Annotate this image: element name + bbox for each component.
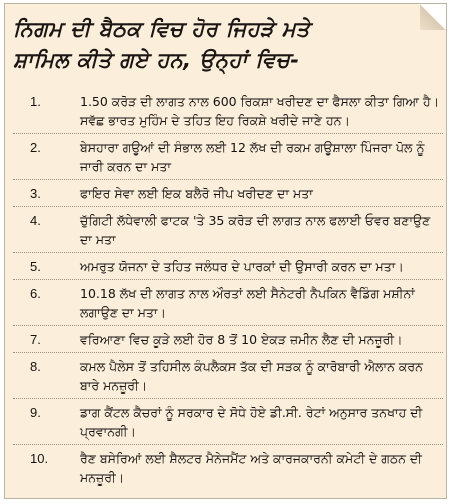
item-number: 6.	[30, 286, 41, 301]
divider	[13, 352, 443, 353]
list-item	[13, 403, 443, 441]
item-text: ਅਮਰੁਤ ਯੋਜਨਾ ਦੇ ਤਹਿਤ ਜਲੰਧਰ ਦੇ ਪਾਰਕਾਂ ਦੀ ਉਸਾਰੀ ਕਰਨ ਦਾ ਮਤਾ।	[80, 259, 404, 274]
folded-corner	[420, 4, 446, 30]
divider	[13, 133, 443, 134]
list-item	[13, 184, 443, 203]
divider	[13, 252, 443, 253]
item-number: 7.	[30, 332, 41, 347]
divider	[13, 398, 443, 399]
item-text: ਡਾਗ ਕੈਂਟਲ ਕੈਚਰਾਂ ਨੂੰ ਸਰਕਾਰ ਦੇ ਸੋਧੇ ਹੋਏ ਡੀ.ਸੀ. ਰੇਟਾਂ ਅਨੁਸਾਰ ਤਨਖਾਹ ਦੀ ਪ੍ਰਵਾਨਗੀ।	[80, 405, 423, 439]
item-text: ਬੇਸਹਾਰਾ ਗਊਆਂ ਦੀ ਸੰਭਾਲ ਲਈ 12 ਲੱਖ ਦੀ ਰਕਮ ਗਊਸ਼ਾਲਾ ਪਿੰਜਰਾ ਪੋਲ ਨੂੰ ਜਾਰੀ ਕਰਨ ਦਾ ਮਤਾ	[80, 140, 425, 174]
item-number: 5.	[30, 259, 41, 274]
headline	[13, 14, 418, 76]
list-item	[13, 92, 443, 130]
list-item	[13, 330, 443, 349]
item-number: 9.	[30, 405, 41, 420]
item-number: 2.	[30, 140, 41, 155]
divider	[13, 179, 443, 180]
item-number: 1.	[30, 94, 41, 109]
item-number: 8.	[30, 359, 41, 374]
item-number: 4.	[30, 213, 41, 228]
list-item	[13, 257, 443, 276]
item-number: 3.	[30, 186, 41, 201]
item-number: 10.	[30, 451, 49, 466]
resolution-list	[13, 92, 443, 487]
list-item	[13, 284, 443, 322]
list-item	[13, 211, 443, 249]
item-text: ਵਰਿਆਣਾ ਵਿਚ ਕੂੜੇ ਲਈ ਹੋਰ 8 ਤੋਂ 10 ਏਕੜ ਜ਼ਮੀਨ ਲੈਣ ਦੀ ਮਨਜ਼ੂਰੀ।	[80, 332, 403, 347]
item-text: 10.18 ਲੱਖ ਦੀ ਲਾਗਤ ਨਾਲ ਔਰਤਾਂ ਲਈ ਸੈਨੇਟਰੀ ਨੈਪਕਿਨ ਵੈਡਿੰਗ ਮਸ਼ੀਨਾਂ ਲਗਾਉਣ ਦਾ ਮਤਾ।	[80, 286, 415, 320]
headline-line-1: ਨਿਗਮ ਦੀ ਬੈਠਕ ਵਿਚ ਹੋਰ ਜਿਹੜੇ ਮਤੇ	[13, 17, 310, 41]
divider	[13, 444, 443, 445]
item-text: ਫਾਇਰ ਸੇਵਾ ਲਈ ਇਕ ਬਲੈਰੋ ਜੀਪ ਖਰੀਦਣ ਦਾ ਮਤਾ	[80, 186, 313, 201]
divider	[13, 206, 443, 207]
item-text: ਚੁੱਗਿਟੀ ਲੱਧੇਵਾਲੀ ਫਾਟਕ 'ਤੇ 35 ਕਰੋੜ ਦੀ ਲਾਗਤ ਨਾਲ ਫਲਾਈ ਓਵਰ ਬਣਾਉਣ ਦਾ ਮਤਾ	[80, 213, 431, 247]
divider	[13, 279, 443, 280]
item-text: ਰੈਣ ਬਸੇਰਿਆਂ ਲਈ ਸ਼ੈਲਟਰ ਮੈਨੇਜਮੈਂਟ ਅਤੇ ਕਾਰਜਕਾਰਨੀ ਕਮੇਟੀ ਦੇ ਗਠਨ ਦੀ ਮਨਜ਼ੂਰੀ।	[80, 451, 422, 485]
list-item	[13, 357, 443, 395]
headline-line-2: ਸ਼ਾਮਿਲ ਕੀਤੇ ਗਏ ਹਨ, ਉਨ੍ਹਾਂ ਵਿਚ-	[13, 48, 300, 72]
item-text: 1.50 ਕਰੋੜ ਦੀ ਲਾਗਤ ਨਾਲ 600 ਰਿਕਸ਼ਾ ਖਰੀਦਣ ਦਾ ਫੈਸਲਾ ਕੀਤਾ ਗਿਆ ਹੈ। ਸਵੱਛ ਭਾਰਤ ਮੁਹਿੰਮ ਦੇ ਤਹਿਤ ਇਹ ਰਿਕਸ਼ੇ ਖਰੀਦੇ ਜਾਣੇ ਹਨ।	[80, 94, 440, 128]
item-text: ਕਮਲ ਪੈਲੇਸ ਤੋਂ ਤਹਿਸੀਲ ਕੰਪਲੈਕਸ ਤੱਕ ਦੀ ਸੜਕ ਨੂੰ ਕਾਰੋਬਾਰੀ ਐਲਾਨ ਕਰਨ ਬਾਰੇ ਮਨਜ਼ੂਰੀ।	[80, 359, 423, 393]
divider	[13, 325, 443, 326]
news-box	[4, 3, 447, 499]
list-item	[13, 449, 443, 487]
list-item	[13, 138, 443, 176]
